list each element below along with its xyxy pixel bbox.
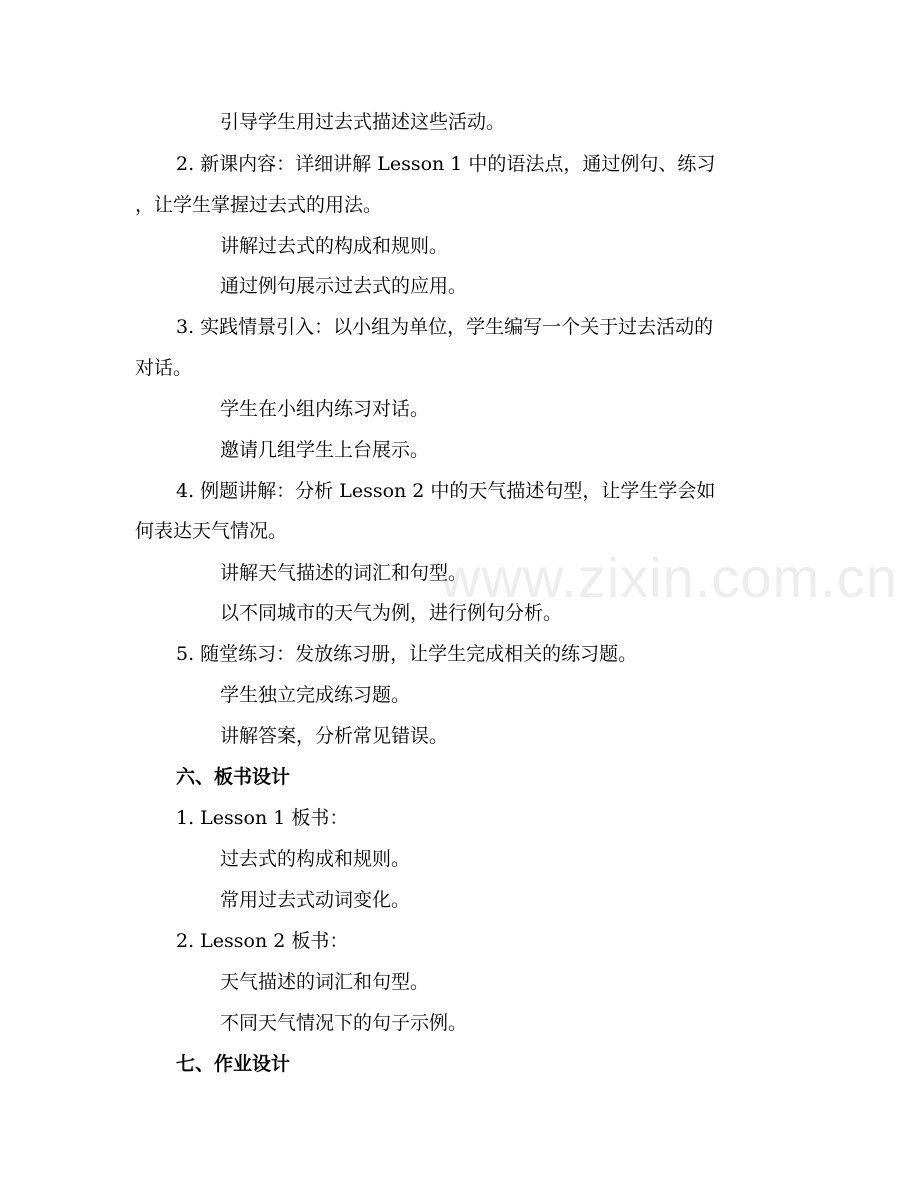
text-line: 学生在小组内练习对话。 <box>220 398 430 420</box>
text-line: 2. 新课内容：详细讲解 Lesson 1 中的语法点，通过例句、练习 <box>176 153 716 175</box>
text-line: 学生独立完成练习题。 <box>220 684 411 706</box>
text-line: 天气描述的词汇和句型。 <box>220 971 430 993</box>
watermark: www.zixin.com.cn <box>440 546 898 609</box>
text-line: 邀请几组学生上台展示。 <box>220 439 430 461</box>
section-heading: 七、作业设计 <box>176 1053 291 1075</box>
text-line: 讲解过去式的构成和规则。 <box>220 235 449 257</box>
text-line: 不同天气情况下的句子示例。 <box>220 1012 468 1034</box>
text-line: 5. 随堂练习：发放练习册，让学生完成相关的练习题。 <box>176 643 638 665</box>
section-heading: 六、板书设计 <box>176 766 291 788</box>
text-line: 4. 例题讲解：分析 Lesson 2 中的天气描述句型，让学生学会如 <box>176 480 716 502</box>
text-line: 2. Lesson 2 板书： <box>176 930 349 952</box>
text-line: 讲解天气描述的词汇和句型。 <box>220 562 468 584</box>
text-line: 讲解答案，分析常见错误。 <box>220 725 449 747</box>
text-line: 常用过去式动词变化。 <box>220 889 411 911</box>
text-line: 引导学生用过去式描述这些活动。 <box>220 111 506 133</box>
text-line: 3. 实践情景引入：以小组为单位，学生编写一个关于过去活动的 <box>176 316 714 338</box>
text-line: 何表达天气情况。 <box>135 520 288 542</box>
text-line: ，让学生掌握过去式的用法。 <box>135 194 383 216</box>
text-line: 1. Lesson 1 板书： <box>176 807 349 829</box>
text-line: 通过例句展示过去式的应用。 <box>220 275 468 297</box>
text-line: 对话。 <box>135 357 193 379</box>
text-line: 以不同城市的天气为例，进行例句分析。 <box>220 602 563 624</box>
text-line: 过去式的构成和规则。 <box>220 848 411 870</box>
